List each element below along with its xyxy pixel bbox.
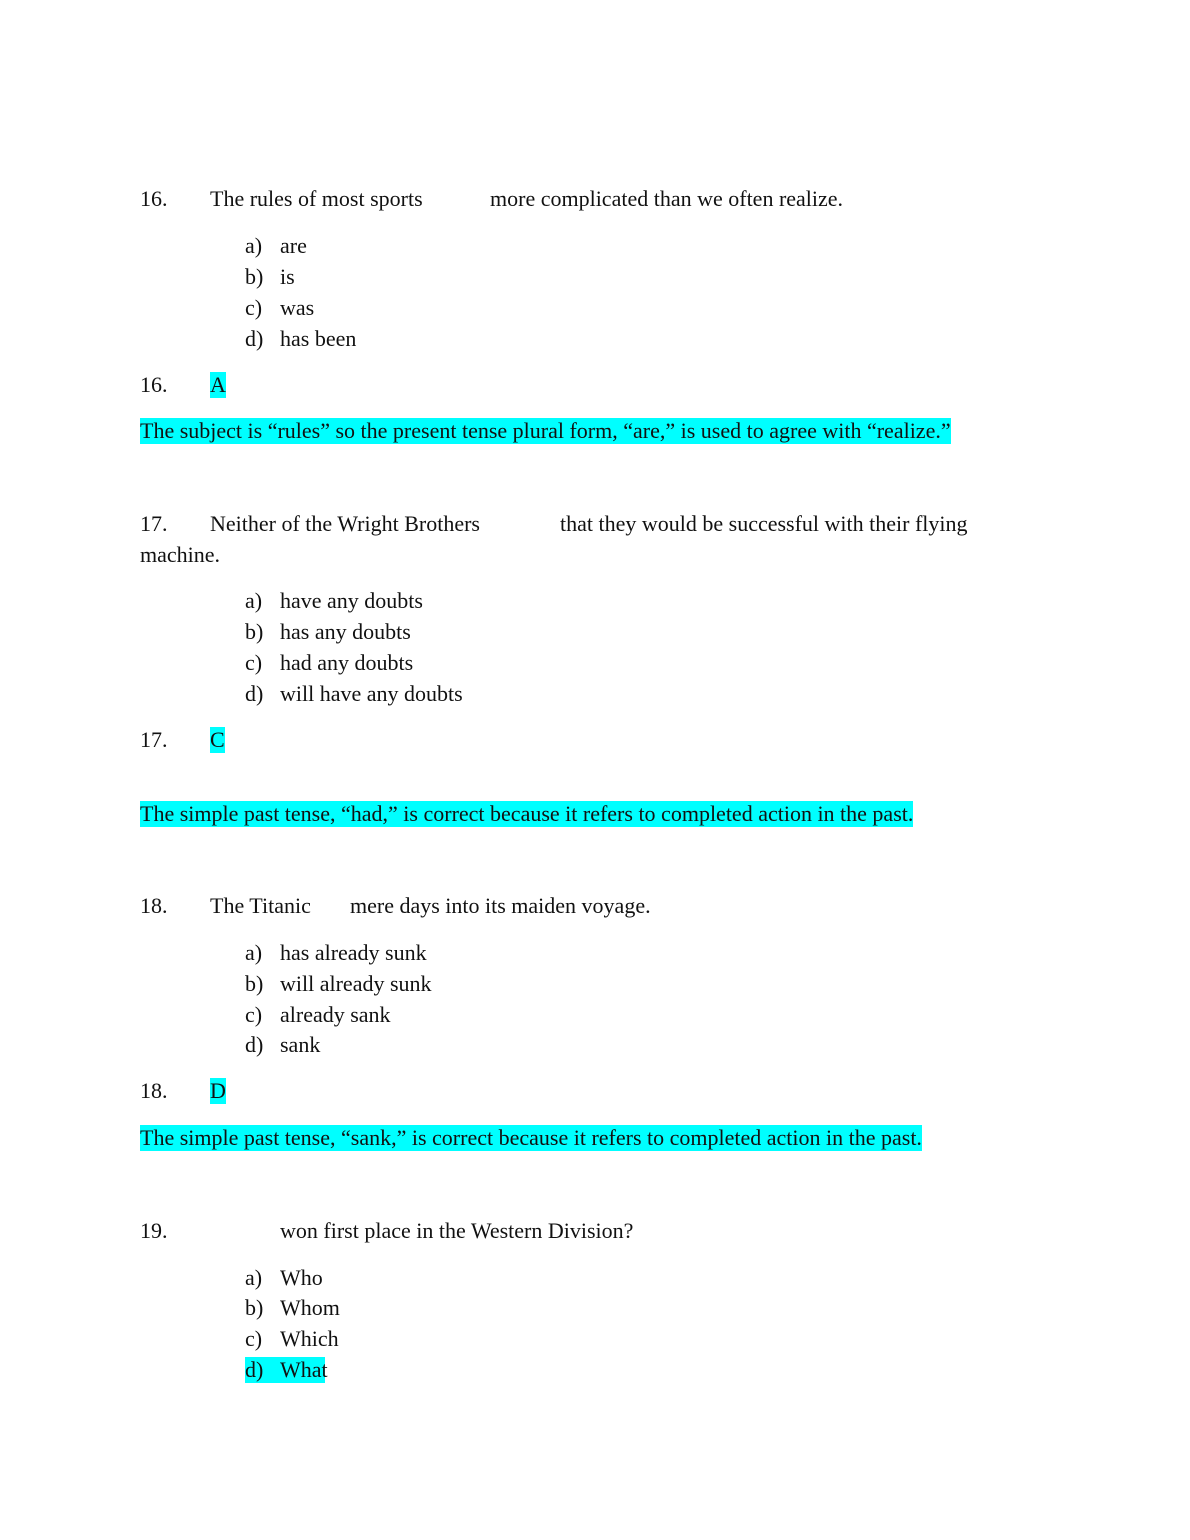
question-stem-before: Neither of the Wright Brothers (210, 511, 480, 536)
answer-number: 17. (140, 727, 168, 752)
option-text: Which (280, 1326, 339, 1351)
question-number: 19. (140, 1218, 168, 1243)
question-stem-after: mere days into its maiden voyage. (350, 893, 651, 918)
option-letter: b) (245, 264, 264, 289)
answer-explanation: The simple past tense, “sank,” is correct because it refers to completed action in the past. (140, 1125, 922, 1150)
highlighted-option (245, 1357, 328, 1383)
option-text: sank (280, 1032, 321, 1057)
option-letter: c) (245, 1002, 263, 1027)
answer-letter: A (210, 372, 226, 397)
question-number: 18. (140, 893, 168, 918)
answer-number: 18. (140, 1078, 168, 1103)
question-stem-after: more complicated than we often realize. (490, 186, 844, 211)
option-letter: b) (245, 1295, 264, 1320)
option-letter: b) (245, 971, 264, 996)
option-text: What (280, 1357, 328, 1382)
question-stem-continued: machine. (140, 542, 221, 567)
option-text: had any doubts (280, 650, 414, 675)
option-letter: a) (245, 233, 263, 258)
option-text: already sank (280, 1002, 391, 1027)
option-letter: c) (245, 650, 263, 675)
option-text: was (280, 295, 315, 320)
option-letter: b) (245, 619, 264, 644)
question-stem-before: The Titanic (210, 893, 311, 918)
option-letter: d) (245, 1357, 264, 1382)
option-letter: a) (245, 940, 263, 965)
option-letter: c) (245, 1326, 263, 1351)
option-letter: d) (245, 326, 264, 351)
option-text: have any doubts (280, 588, 423, 613)
option-text: will already sunk (280, 971, 432, 996)
option-letter: a) (245, 588, 263, 613)
option-letter: d) (245, 1032, 264, 1057)
option-text: has been (280, 326, 357, 351)
option-text: Whom (280, 1295, 340, 1320)
option-text: Who (280, 1265, 323, 1290)
question-number: 16. (140, 186, 168, 211)
answer-explanation: The subject is “rules” so the present tense plural form, “are,” is used to agree with “realize.” (140, 418, 951, 443)
question-stem-after: that they would be successful with their flying (560, 511, 968, 536)
option-text: will have any doubts (280, 681, 463, 706)
question-number: 17. (140, 511, 168, 536)
option-text: has any doubts (280, 619, 411, 644)
option-text: are (280, 233, 307, 258)
question-stem-after: won first place in the Western Division? (280, 1218, 634, 1243)
option-letter: c) (245, 295, 263, 320)
question-stem-before: The rules of most sports (210, 186, 423, 211)
option-text: is (280, 264, 295, 289)
answer-letter: D (210, 1078, 226, 1103)
option-letter: a) (245, 1265, 263, 1290)
option-text: has already sunk (280, 940, 427, 965)
answer-letter: C (210, 727, 225, 752)
option-letter: d) (245, 681, 264, 706)
answer-number: 16. (140, 372, 168, 397)
answer-explanation: The simple past tense, “had,” is correct because it refers to completed action in the past. (140, 801, 914, 826)
